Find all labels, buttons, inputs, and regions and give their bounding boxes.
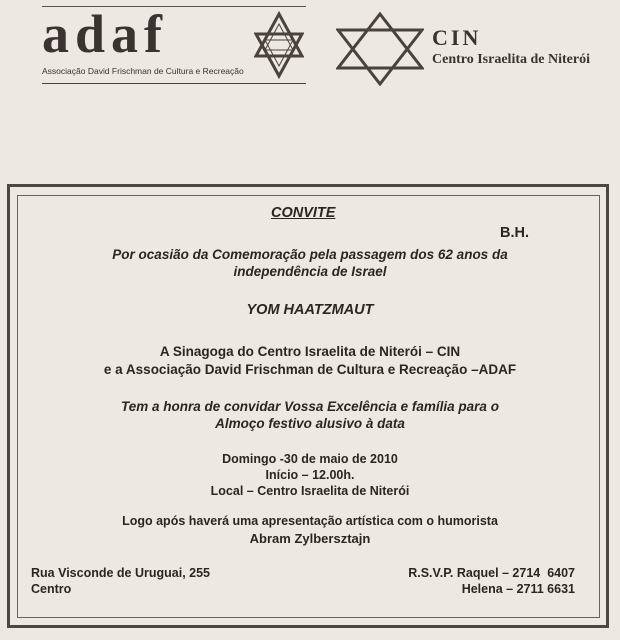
adaf-logo-subtitle: Associação David Frischman de Cultura e Recreação	[42, 66, 244, 76]
adaf-logo	[42, 6, 306, 84]
invite-line-2: Almoço festivo alusivo à data	[215, 416, 405, 431]
show-line-1: Logo após haverá uma apresentação artística com o humorista	[122, 514, 498, 528]
show-line-2: Abram Zylbersztajn	[249, 531, 371, 546]
event-start-time: Início – 12.00h.	[265, 468, 355, 482]
star-of-david-icon	[254, 10, 304, 80]
hosts-line-2: e a Associação David Frischman de Cultura e Recreação –ADAF	[103, 362, 517, 377]
rsvp-line-1: R.S.V.P. Raquel – 2714 6407	[408, 566, 575, 580]
address-line-2: Centro	[31, 582, 72, 596]
event-location: Local – Centro Israelita de Niterói	[210, 484, 410, 498]
adaf-logo-bottom-rule	[42, 83, 306, 84]
invitation-heading: CONVITE	[271, 205, 336, 221]
star-of-david-icon	[336, 12, 424, 86]
rsvp-line-2: Helena – 2711 6631	[461, 582, 575, 596]
occasion-line-2: independência de Israel	[233, 264, 387, 279]
adaf-logo-text: adaf	[42, 4, 169, 64]
occasion-line-1: Por ocasião da Comemoração pela passagem dos 62 anos da	[112, 247, 508, 262]
cin-subtitle: Centro Israelita de Niterói	[432, 52, 590, 67]
cin-title: CIN	[432, 25, 482, 50]
event-date: Domingo -30 de maio de 2010	[222, 452, 398, 466]
event-name: YOM HAATZMAUT	[246, 302, 374, 318]
invite-line-1: Tem a honra de convidar Vossa Excelência e família para o	[121, 399, 499, 414]
hosts-line-1: A Sinagoga do Centro Israelita de Niterói – CIN	[159, 344, 461, 359]
address-line-1: Rua Visconde de Uruguai, 255	[31, 566, 210, 580]
bh-marker: B.H.	[500, 225, 529, 241]
